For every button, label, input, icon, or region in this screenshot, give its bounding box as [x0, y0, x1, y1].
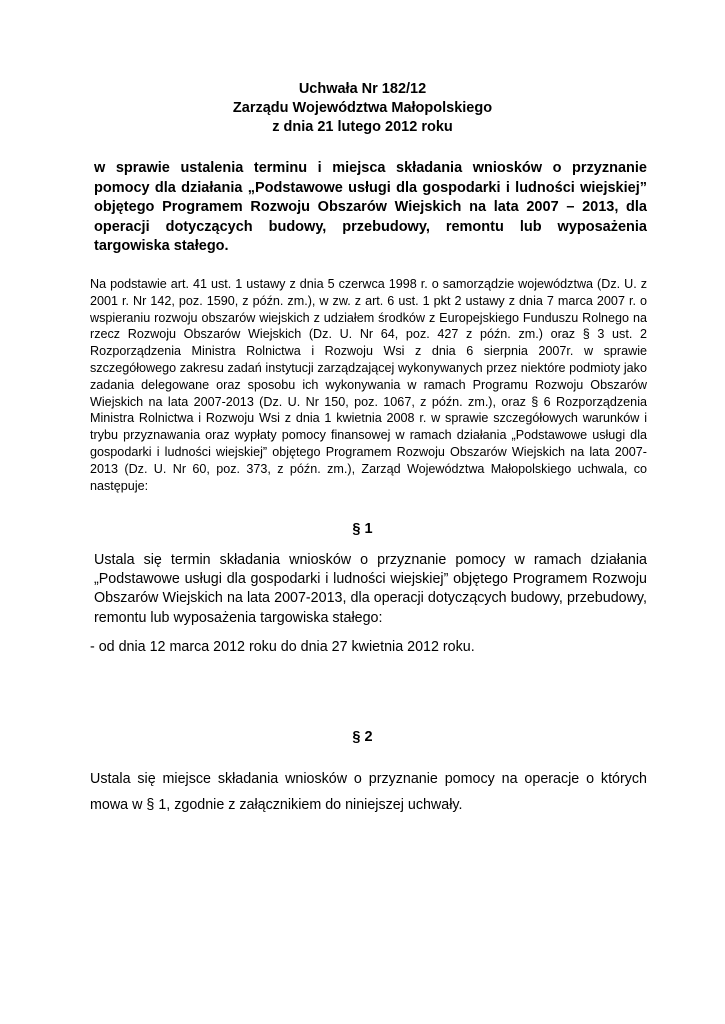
section-1-term: - od dnia 12 marca 2012 roku do dnia 27 kwietnia 2012 roku. [90, 639, 475, 655]
section-1-sign: § 1 [352, 521, 373, 537]
legal-basis-paragraph: Na podstawie art. 41 ust. 1 ustawy z dnia 5 czerwca 1998 r. o samorządzie województwa (Dz. U. z 2001 r. Nr 142, poz. 1590, z późn. zm.), w zw. z art. 6 ust. 1 pkt 2 ustawy z dnia 7 marca 2007 r. o wspieraniu rozwoju obszarów wiejskich z udziałem środków z Europejskiego Funduszu Rolnego na rzecz Rozwoju Obszarów Wiejskich (Dz. U. Nr 64, poz. 427 z późn. zm.) oraz § 3 ust. 2 Rozporządzenia Ministra Rolnictwa i Rozwoju Wsi z dnia 6 sierpnia 2007r. w sprawie szczegółowego zakresu zadań instytucji zarządzającej wykonywanych przez niektóre podmioty jako zadania delegowane oraz sposobu ich wykonywania w ramach Programu Rozwoju Obszarów Wiejskich na lata 2007-2013 (Dz. U. Nr 150, poz. 1067, z późn. zm.), oraz § 6 Rozporządzenia Ministra Rolnictwa i Rozwoju Wsi z dnia 1 kwietnia 2008 r. w sprawie szczegółowych warunków i trybu przyznawania oraz wypłaty pomocy finansowej w ramach działania „Podstawowe usługi dla gospodarki i ludności wiejskiej” objętego Programem Rozwoju Obszarów Wiejskich na lata 2007-2013 (Dz. U. Nr 60, poz. 373, z późn. zm.), Zarząd Województwa Małopolskiego uchwala, co następuje: [90, 277, 647, 493]
resolution-date: z dnia 21 lutego 2012 roku [272, 119, 453, 135]
section-2-body: Ustala się miejsce składania wniosków o przyznanie pomocy na operacje o których mowa w § 1, zgodnie z załącznikiem do niniejszej uchwały. [90, 771, 647, 813]
issuing-body: Zarządu Województwa Małopolskiego [232, 100, 493, 116]
resolution-number: Uchwała Nr 182/12 [298, 81, 427, 97]
resolution-header [0, 80, 725, 137]
section-1-body: Ustala się termin składania wniosków o przyznanie pomocy w ramach działania „Podstawowe usługi dla gospodarki i ludności wiejskiej” objętego Programem Rozwoju Obszarów Wiejskich na lata 2007-2013, dla operacji dotyczących budowy, przebudowy, remontu lub wyposażenia targowiska stałego: [94, 552, 647, 626]
resolution-subject: w sprawie ustalenia terminu i miejsca składania wniosków o przyznanie pomocy dla działania „Podstawowe usługi dla gospodarki i ludności wiejskiej” objętego Programem Rozwoju Obszarów Wiejskich na lata 2007 – 2013, dla operacji dotyczących budowy, przebudowy, remontu lub wyposażenia targowiska stałego. [94, 160, 647, 254]
section-2-sign: § 2 [352, 729, 373, 745]
